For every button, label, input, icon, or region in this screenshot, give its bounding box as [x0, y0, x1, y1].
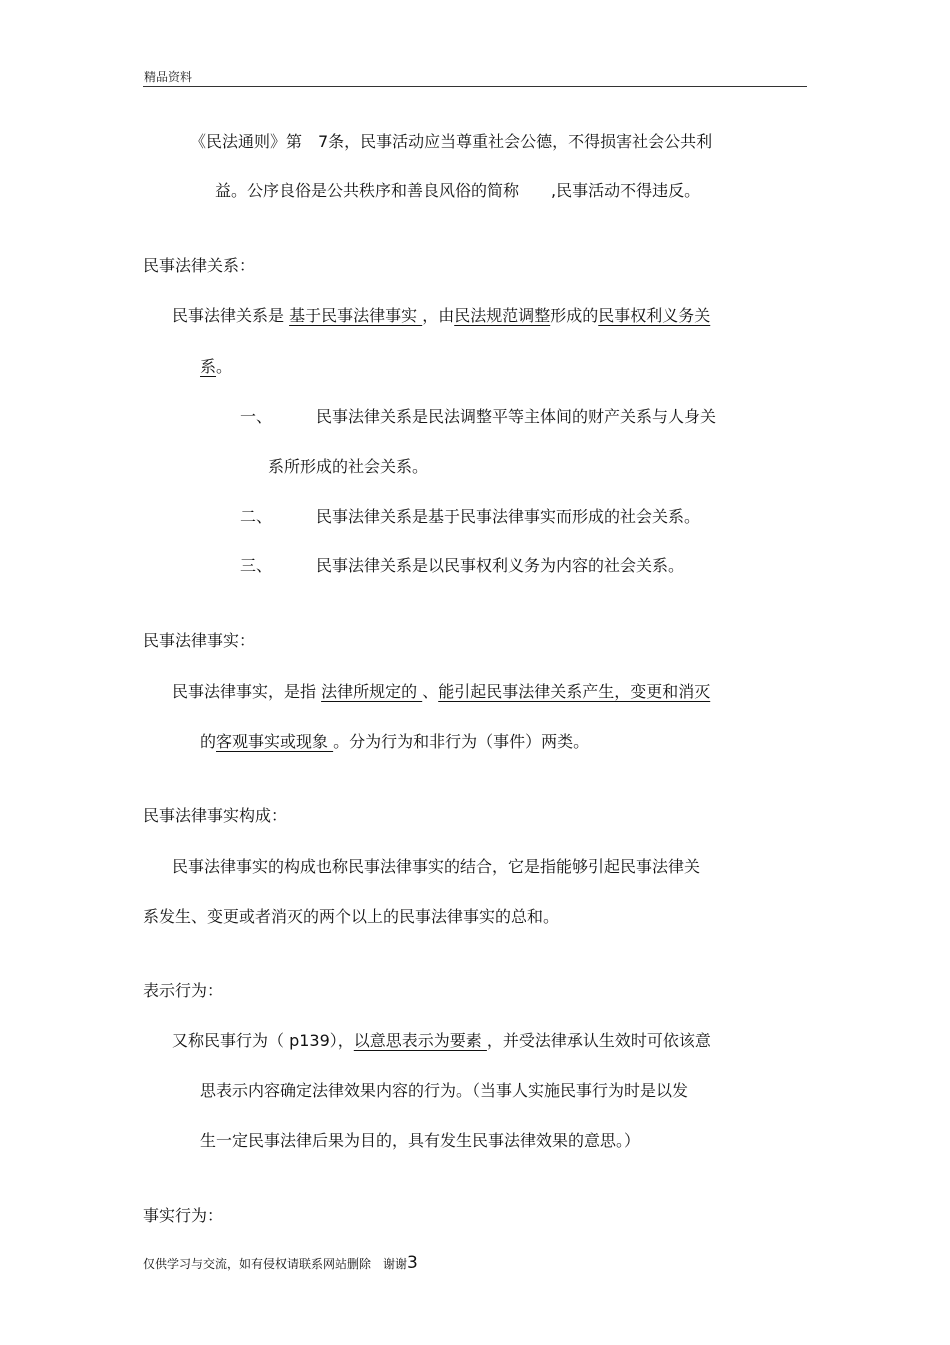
- expressive-act-line-3: 生一定民事法律后果为目的，具有发生民事法律效果的意思。）: [200, 1131, 641, 1150]
- expressive-act-line-2: 思表示内容确定法律效果内容的行为。（当事人实施民事行为时是以发: [200, 1081, 689, 1100]
- legal-relation-definition-cont: 系。: [200, 357, 233, 376]
- section-heading-expressive-act: 表示行为：: [143, 981, 224, 1000]
- list-item-text: 民事法律关系是民法调整平等主体间的财产关系与人身关: [316, 407, 717, 426]
- list-item-text-cont: 系所形成的社会关系。: [268, 457, 429, 476]
- section-heading-legal-relation: 民事法律关系：: [143, 256, 256, 275]
- legal-fact-definition-cont: 的客观事实或现象 。分为行为和非行为（事件）两类。: [200, 732, 590, 751]
- list-item-number: 三、: [240, 556, 273, 575]
- section-heading-factual-act: 事实行为：: [143, 1206, 224, 1225]
- list-item-number: 一、: [240, 407, 273, 426]
- section-heading-legal-fact: 民事法律事实：: [143, 631, 256, 650]
- list-item-text: 民事法律关系是以民事权利义务为内容的社会关系。: [316, 556, 685, 575]
- section-heading-legal-fact-composition: 民事法律事实构成：: [143, 806, 288, 825]
- page-header: 精品资料: [144, 70, 193, 84]
- list-item-number: 二、: [240, 507, 273, 526]
- legal-fact-definition: 民事法律事实，是指 法律所规定的 、能引起民事法律关系产生，变更和消灭: [172, 682, 711, 701]
- composition-line-1: 民事法律事实的构成也称民事法律事实的结合，它是指能够引起民事法律关: [172, 857, 701, 876]
- composition-line-2: 系发生、变更或者消灭的两个以上的民事法律事实的总和。: [143, 907, 560, 926]
- expressive-act-line-1: 又称民事行为（ p139），以意思表示为要素 ，并受法律承认生效时可依该意: [172, 1031, 711, 1050]
- list-item-text: 民事法律关系是基于民事法律事实而形成的社会关系。: [316, 507, 701, 526]
- intro-line-2: 益。公序良俗是公共秩序和善良风俗的简称 ,民事活动不得违反。: [215, 181, 701, 200]
- page-footer: 仅供学习与交流，如有侵权请联系网站删除 谢谢3: [143, 1253, 418, 1273]
- header-rule: [143, 86, 807, 87]
- intro-line-1: 《民法通则》第 7条，民事活动应当尊重社会公德，不得损害社会公共利: [190, 132, 713, 151]
- legal-relation-definition: 民事法律关系是 基于民事法律事实 ，由民法规范调整形成的民事权利义务关: [172, 306, 711, 325]
- page-number: 3: [407, 1253, 418, 1273]
